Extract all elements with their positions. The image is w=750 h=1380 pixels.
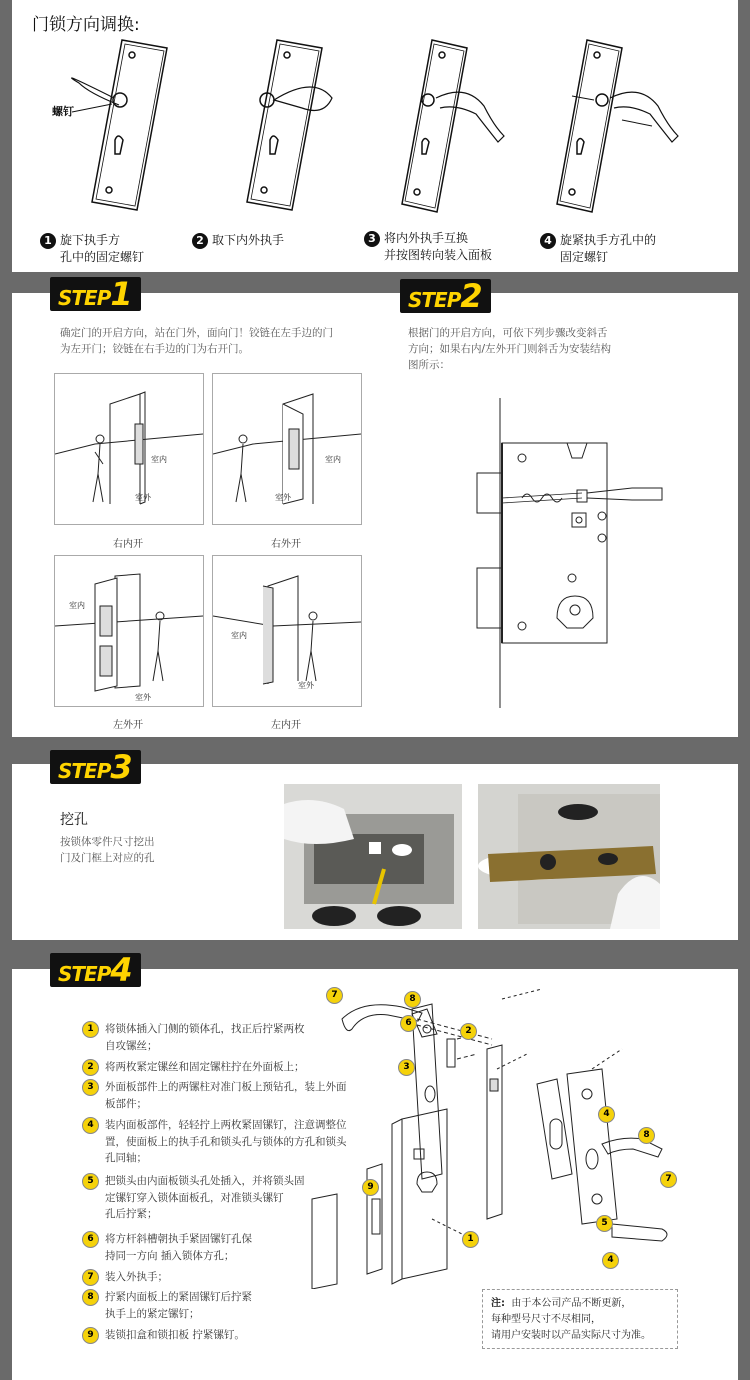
callout-7b: 7 [660,1171,677,1188]
marking-holes-photo [284,784,462,929]
step4-badge: STEP4 [50,953,141,987]
callout-7a: 7 [326,987,343,1004]
step1-step2-panel [12,275,738,737]
instruction-3: 3 将内外执手互换 并按图转向装入面板 [364,230,492,264]
lock-plate-illustrations [12,30,738,230]
step1-badge: STEP1 [50,277,141,311]
step3-description: 按锁体零件尺寸挖出 门及门框上对应的孔 [60,836,155,864]
step4-item-3: 3 外面板部件上的两镙柱对准门板上预钻孔，装上外面 板部件； [82,1079,372,1112]
door-caption-4: 左内开 [271,720,301,731]
lock-plate-icon [72,40,678,212]
screw-icon [72,104,112,112]
door-diagram-right-outward: 室内 室外 [212,373,362,525]
callout-9: 9 [362,1179,379,1196]
section-title: 门锁方向调换: [32,15,140,35]
step4-item-1: 1 将锁体插入门侧的锁体孔，找正后拧紧两枚 自攻镙丝； [82,1021,372,1054]
callout-3: 3 [398,1059,415,1076]
step2-description: 根据门的开启方向，可依下列步骤改变斜舌 方向；如果右内/左外开门则斜舌为安装结构 图所示： [408,327,612,371]
step3-heading: 挖孔 [60,812,88,828]
door-caption-1: 右内开 [113,539,143,550]
step4-item-7: 7 装入外执手； [82,1269,372,1286]
door-diagram-left-inward: 室内 室外 [212,555,362,707]
lock-template-photo [478,784,660,929]
door-diagram-left-outward: 室内 室外 [54,555,204,707]
step4-panel [12,951,738,1380]
door-caption-2: 右外开 [271,539,301,550]
callout-8a: 8 [404,991,421,1008]
callout-6: 6 [400,1015,417,1032]
door-icon [55,374,203,524]
disclaimer-note: 注: 由于本公司产品不断更新， 每种型号尺寸不尽相同， 请用户安装时以产品实际尺寸为准。 [482,1289,678,1349]
step4-item-9: 9 装锁扣盒和锁扣板 拧紧镙钉。 [82,1327,372,1344]
step4-item-8: 8 拧紧内面板上的紧固镙钉后拧紧 执手上的紧定镙钉； [82,1289,372,1322]
cylinder-icon [612,1224,667,1241]
step4-item-2: 2 将两枚紧定镙丝和固定镙柱拧在外面板上； [82,1059,372,1076]
instruction-4: 4 旋紧执手方孔中的 固定螺钉 [540,232,656,266]
callout-1: 1 [462,1231,479,1248]
callout-4b: 4 [602,1252,619,1269]
door-diagram-right-inward: 室内 室外 [54,373,204,525]
callout-5: 5 [596,1215,613,1232]
step4-item-6: 6 将方杆斜槽朝执手紧固镙钉孔保 持同一方向 插入锁体方孔； [82,1231,372,1264]
direction-change-panel [12,0,738,272]
mortise-lock-icon [462,398,722,728]
screw-label: 螺钉 [52,105,74,118]
callout-4a: 4 [598,1106,615,1123]
instruction-1: 1 旋下执手方 孔中的固定螺钉 [40,232,144,266]
step3-panel [12,748,738,940]
step3-badge: STEP3 [50,750,141,784]
callout-8b: 8 [638,1127,655,1144]
instruction-2: 2 取下内外执手 [192,232,284,249]
door-caption-3: 左外开 [113,720,143,731]
step4-item-4: 4 装内面板部件，轻轻拧上两枚紧固镙钉，注意调整位 置，使面板上的执手孔和锁头孔与锁体的方孔和锁头 孔同轴； [82,1117,372,1166]
step4-item-5: 5 把锁头由内面板锁头孔处插入，并将锁头固 定镙钉穿入锁体面板孔，对准锁头镙钉 孔后拧紧； [82,1173,372,1222]
door-icon [55,556,203,706]
callout-2: 2 [460,1023,477,1040]
step2-badge: STEP2 [400,279,491,313]
step1-description: 确定门的开启方向，站在门外，面向门！铰链在左手边的门 为左开门；铰链在右手边的门为右开门。 [60,327,333,355]
